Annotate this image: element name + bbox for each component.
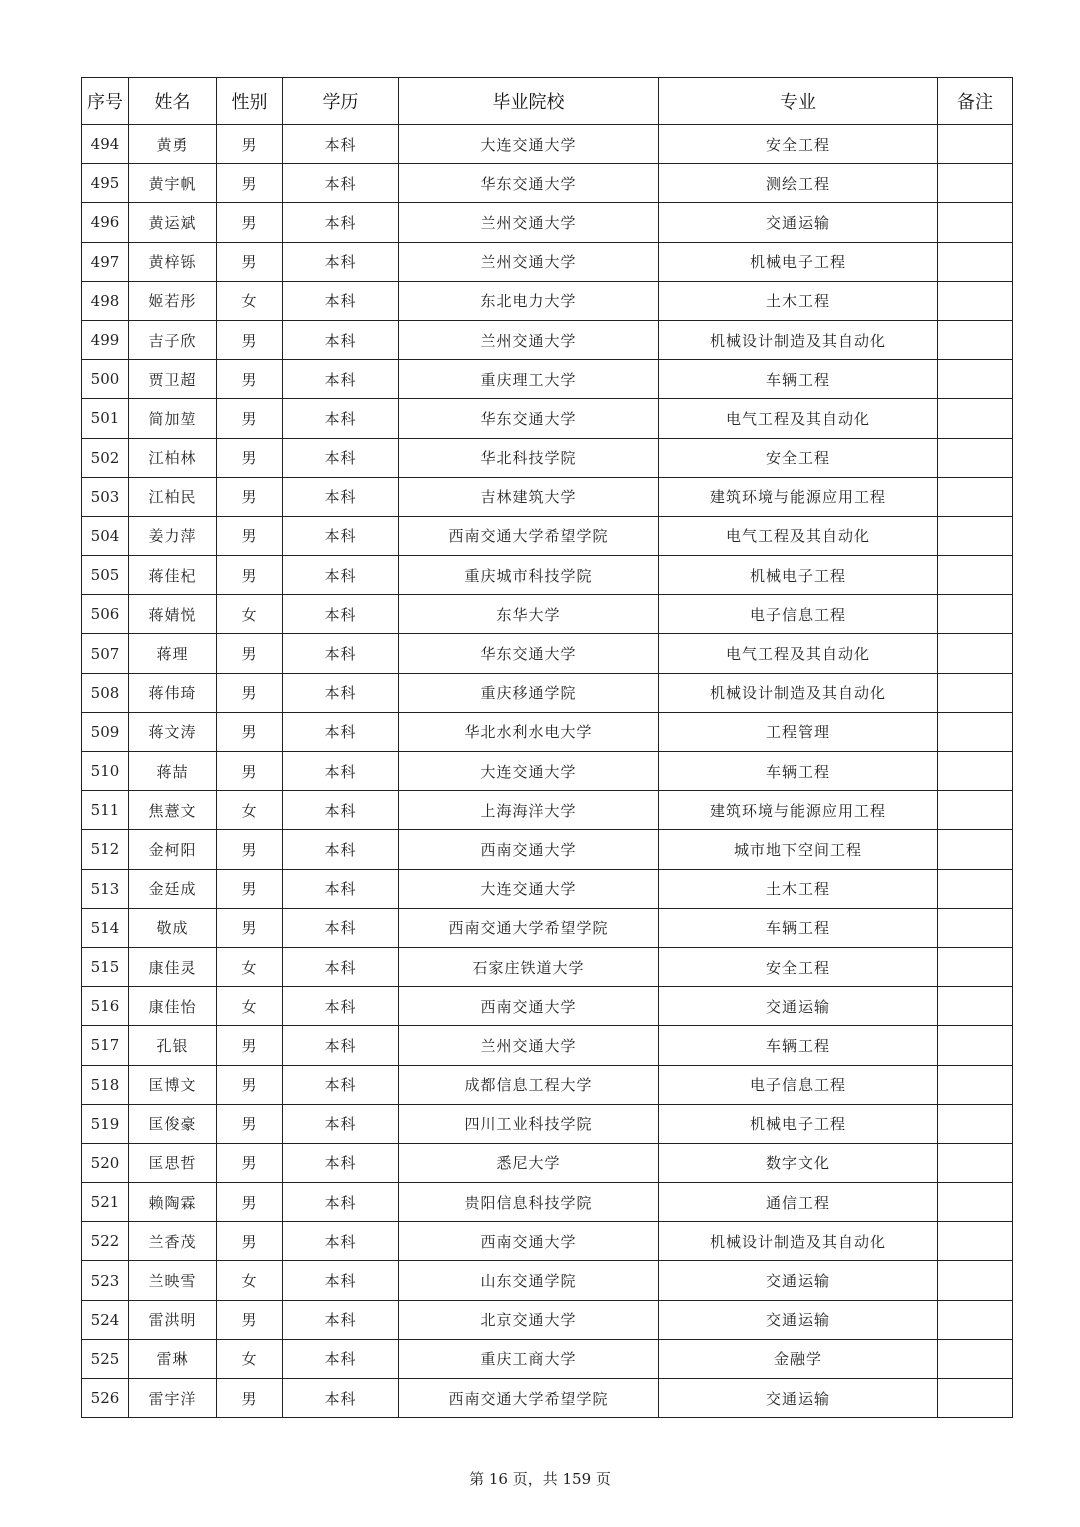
cell-remarks (938, 595, 1013, 634)
table-row (82, 360, 1013, 399)
cell-school: 北京交通大学 (399, 1300, 659, 1339)
cell-name: 赖陶霖 (129, 1183, 217, 1222)
cell-name: 敬成 (129, 908, 217, 947)
cell-school: 华北水利水电大学 (399, 712, 659, 751)
cell-major: 土木工程 (659, 281, 938, 320)
cell-remarks (938, 1222, 1013, 1261)
cell-name: 吉子欣 (129, 320, 217, 359)
cell-major: 车辆工程 (659, 1026, 938, 1065)
cell-degree: 本科 (283, 595, 399, 634)
cell-name: 匡博文 (129, 1065, 217, 1104)
cell-major: 电气工程及其自动化 (659, 634, 938, 673)
table-body (82, 125, 1013, 1418)
cell-name: 黄运斌 (129, 203, 217, 242)
cell-degree: 本科 (283, 125, 399, 164)
cell-gender: 男 (217, 752, 283, 791)
cell-degree: 本科 (283, 908, 399, 947)
cell-index: 512 (82, 830, 129, 869)
cell-gender: 男 (217, 869, 283, 908)
cell-name: 金柯阳 (129, 830, 217, 869)
cell-index: 501 (82, 399, 129, 438)
cell-degree: 本科 (283, 673, 399, 712)
table-row (82, 399, 1013, 438)
table-row (82, 634, 1013, 673)
table-row (82, 830, 1013, 869)
table-row (82, 1339, 1013, 1378)
cell-major: 安全工程 (659, 438, 938, 477)
cell-degree: 本科 (283, 1379, 399, 1418)
cell-index: 497 (82, 242, 129, 281)
cell-major: 机械电子工程 (659, 1104, 938, 1143)
cell-index: 521 (82, 1183, 129, 1222)
cell-remarks (938, 1183, 1013, 1222)
cell-gender: 男 (217, 1065, 283, 1104)
cell-remarks (938, 947, 1013, 986)
cell-name: 康佳怡 (129, 987, 217, 1026)
cell-name: 贾卫超 (129, 360, 217, 399)
cell-remarks (938, 791, 1013, 830)
cell-degree: 本科 (283, 1065, 399, 1104)
cell-index: 515 (82, 947, 129, 986)
cell-name: 康佳灵 (129, 947, 217, 986)
cell-gender: 男 (217, 634, 283, 673)
cell-name: 蒋婧悦 (129, 595, 217, 634)
cell-degree: 本科 (283, 791, 399, 830)
cell-degree: 本科 (283, 634, 399, 673)
cell-index: 494 (82, 125, 129, 164)
table-row (82, 869, 1013, 908)
cell-remarks (938, 869, 1013, 908)
table-row (82, 164, 1013, 203)
cell-remarks (938, 908, 1013, 947)
cell-index: 522 (82, 1222, 129, 1261)
cell-index: 520 (82, 1143, 129, 1182)
table-row (82, 438, 1013, 477)
cell-gender: 女 (217, 281, 283, 320)
cell-gender: 女 (217, 947, 283, 986)
cell-major: 安全工程 (659, 947, 938, 986)
cell-name: 雷琳 (129, 1339, 217, 1378)
cell-school: 大连交通大学 (399, 125, 659, 164)
cell-remarks (938, 830, 1013, 869)
cell-gender: 女 (217, 1339, 283, 1378)
cell-gender: 男 (217, 477, 283, 516)
cell-major: 车辆工程 (659, 908, 938, 947)
cell-remarks (938, 1026, 1013, 1065)
cell-index: 519 (82, 1104, 129, 1143)
cell-degree: 本科 (283, 242, 399, 281)
cell-name: 蒋佳杞 (129, 556, 217, 595)
cell-degree: 本科 (283, 869, 399, 908)
cell-degree: 本科 (283, 516, 399, 555)
cell-major: 电气工程及其自动化 (659, 516, 938, 555)
cell-remarks (938, 438, 1013, 477)
cell-school: 大连交通大学 (399, 752, 659, 791)
cell-index: 526 (82, 1379, 129, 1418)
cell-index: 495 (82, 164, 129, 203)
cell-name: 雷洪明 (129, 1300, 217, 1339)
cell-school: 大连交通大学 (399, 869, 659, 908)
cell-school: 重庆理工大学 (399, 360, 659, 399)
cell-index: 525 (82, 1339, 129, 1378)
cell-index: 524 (82, 1300, 129, 1339)
table-row (82, 1379, 1013, 1418)
cell-major: 电子信息工程 (659, 1065, 938, 1104)
cell-remarks (938, 1300, 1013, 1339)
table-row (82, 1183, 1013, 1222)
cell-name: 姜力萍 (129, 516, 217, 555)
cell-index: 510 (82, 752, 129, 791)
header-degree: 学历 (283, 78, 399, 125)
cell-school: 兰州交通大学 (399, 320, 659, 359)
cell-degree: 本科 (283, 1183, 399, 1222)
cell-degree: 本科 (283, 1026, 399, 1065)
cell-remarks (938, 1104, 1013, 1143)
cell-degree: 本科 (283, 438, 399, 477)
cell-index: 516 (82, 987, 129, 1026)
cell-name: 匡思哲 (129, 1143, 217, 1182)
cell-degree: 本科 (283, 947, 399, 986)
cell-gender: 男 (217, 1104, 283, 1143)
cell-name: 简加堃 (129, 399, 217, 438)
table-row (82, 242, 1013, 281)
cell-index: 513 (82, 869, 129, 908)
table-row (82, 516, 1013, 555)
cell-index: 496 (82, 203, 129, 242)
cell-gender: 男 (217, 1143, 283, 1182)
cell-school: 西南交通大学希望学院 (399, 1379, 659, 1418)
cell-remarks (938, 477, 1013, 516)
cell-gender: 男 (217, 556, 283, 595)
table-row (82, 1143, 1013, 1182)
cell-index: 523 (82, 1261, 129, 1300)
cell-remarks (938, 360, 1013, 399)
cell-school: 重庆移通学院 (399, 673, 659, 712)
cell-index: 500 (82, 360, 129, 399)
cell-school: 东北电力大学 (399, 281, 659, 320)
cell-gender: 女 (217, 987, 283, 1026)
cell-major: 电子信息工程 (659, 595, 938, 634)
cell-gender: 男 (217, 320, 283, 359)
cell-remarks (938, 203, 1013, 242)
cell-remarks (938, 634, 1013, 673)
cell-gender: 男 (217, 908, 283, 947)
table-row (82, 125, 1013, 164)
header-major: 专业 (659, 78, 938, 125)
cell-index: 504 (82, 516, 129, 555)
cell-name: 江柏林 (129, 438, 217, 477)
cell-degree: 本科 (283, 1300, 399, 1339)
cell-remarks (938, 1339, 1013, 1378)
cell-gender: 男 (217, 1222, 283, 1261)
cell-school: 兰州交通大学 (399, 242, 659, 281)
cell-gender: 男 (217, 673, 283, 712)
cell-gender: 男 (217, 1379, 283, 1418)
cell-school: 成都信息工程大学 (399, 1065, 659, 1104)
cell-school: 华北科技学院 (399, 438, 659, 477)
cell-degree: 本科 (283, 752, 399, 791)
cell-gender: 男 (217, 399, 283, 438)
cell-school: 石家庄铁道大学 (399, 947, 659, 986)
table-row (82, 1104, 1013, 1143)
cell-gender: 男 (217, 1300, 283, 1339)
cell-major: 车辆工程 (659, 752, 938, 791)
cell-gender: 男 (217, 203, 283, 242)
cell-degree: 本科 (283, 1143, 399, 1182)
cell-degree: 本科 (283, 987, 399, 1026)
cell-remarks (938, 1143, 1013, 1182)
cell-degree: 本科 (283, 712, 399, 751)
cell-major: 车辆工程 (659, 360, 938, 399)
cell-index: 505 (82, 556, 129, 595)
roster-table (81, 77, 1013, 1418)
cell-index: 502 (82, 438, 129, 477)
cell-index: 498 (82, 281, 129, 320)
cell-gender: 男 (217, 438, 283, 477)
cell-name: 金廷成 (129, 869, 217, 908)
cell-school: 悉尼大学 (399, 1143, 659, 1182)
cell-remarks (938, 164, 1013, 203)
cell-school: 重庆工商大学 (399, 1339, 659, 1378)
cell-name: 蒋喆 (129, 752, 217, 791)
cell-school: 山东交通学院 (399, 1261, 659, 1300)
cell-remarks (938, 752, 1013, 791)
cell-remarks (938, 556, 1013, 595)
cell-index: 514 (82, 908, 129, 947)
header-school: 毕业院校 (399, 78, 659, 125)
cell-gender: 男 (217, 125, 283, 164)
cell-major: 机械设计制造及其自动化 (659, 320, 938, 359)
cell-degree: 本科 (283, 477, 399, 516)
cell-gender: 男 (217, 1183, 283, 1222)
cell-school: 华东交通大学 (399, 399, 659, 438)
table-row (82, 1300, 1013, 1339)
table-row (82, 752, 1013, 791)
table-row (82, 1026, 1013, 1065)
cell-gender: 男 (217, 164, 283, 203)
cell-index: 511 (82, 791, 129, 830)
cell-school: 吉林建筑大学 (399, 477, 659, 516)
cell-remarks (938, 1261, 1013, 1300)
cell-index: 509 (82, 712, 129, 751)
cell-degree: 本科 (283, 1222, 399, 1261)
cell-gender: 男 (217, 712, 283, 751)
cell-gender: 男 (217, 360, 283, 399)
cell-major: 交通运输 (659, 987, 938, 1026)
table-row (82, 556, 1013, 595)
cell-degree: 本科 (283, 203, 399, 242)
cell-major: 交通运输 (659, 1379, 938, 1418)
cell-school: 华东交通大学 (399, 634, 659, 673)
table-row (82, 673, 1013, 712)
cell-major: 城市地下空间工程 (659, 830, 938, 869)
cell-name: 江柏民 (129, 477, 217, 516)
header-gender: 性别 (217, 78, 283, 125)
cell-major: 机械设计制造及其自动化 (659, 1222, 938, 1261)
cell-name: 黄勇 (129, 125, 217, 164)
cell-remarks (938, 242, 1013, 281)
header-index: 序号 (82, 78, 129, 125)
table-row (82, 947, 1013, 986)
cell-major: 测绘工程 (659, 164, 938, 203)
cell-name: 焦薏文 (129, 791, 217, 830)
cell-remarks (938, 987, 1013, 1026)
cell-index: 499 (82, 320, 129, 359)
cell-index: 507 (82, 634, 129, 673)
cell-name: 兰香茂 (129, 1222, 217, 1261)
cell-name: 雷宇洋 (129, 1379, 217, 1418)
cell-index: 503 (82, 477, 129, 516)
cell-degree: 本科 (283, 830, 399, 869)
table-row (82, 595, 1013, 634)
cell-school: 兰州交通大学 (399, 1026, 659, 1065)
page-footer: 第 16 页，共 159 页 (469, 1470, 611, 1488)
table-row (82, 477, 1013, 516)
table-row (82, 712, 1013, 751)
cell-major: 机械设计制造及其自动化 (659, 673, 938, 712)
cell-degree: 本科 (283, 556, 399, 595)
cell-degree: 本科 (283, 164, 399, 203)
header-remarks: 备注 (938, 78, 1013, 125)
cell-major: 安全工程 (659, 125, 938, 164)
cell-school: 华东交通大学 (399, 164, 659, 203)
cell-major: 电气工程及其自动化 (659, 399, 938, 438)
cell-remarks (938, 516, 1013, 555)
table-row (82, 1065, 1013, 1104)
cell-name: 黄梓铄 (129, 242, 217, 281)
cell-remarks (938, 399, 1013, 438)
cell-major: 金融学 (659, 1339, 938, 1378)
table-row (82, 987, 1013, 1026)
table-row (82, 1261, 1013, 1300)
table-header-row (82, 78, 1013, 125)
header-name: 姓名 (129, 78, 217, 125)
table-row (82, 320, 1013, 359)
cell-major: 建筑环境与能源应用工程 (659, 477, 938, 516)
cell-major: 交通运输 (659, 1261, 938, 1300)
cell-gender: 女 (217, 791, 283, 830)
cell-school: 西南交通大学 (399, 1222, 659, 1261)
cell-remarks (938, 281, 1013, 320)
cell-degree: 本科 (283, 360, 399, 399)
cell-major: 通信工程 (659, 1183, 938, 1222)
cell-school: 西南交通大学希望学院 (399, 516, 659, 555)
cell-school: 重庆城市科技学院 (399, 556, 659, 595)
cell-school: 西南交通大学 (399, 987, 659, 1026)
cell-major: 建筑环境与能源应用工程 (659, 791, 938, 830)
table-row (82, 908, 1013, 947)
cell-index: 517 (82, 1026, 129, 1065)
cell-major: 土木工程 (659, 869, 938, 908)
cell-school: 贵阳信息科技学院 (399, 1183, 659, 1222)
cell-remarks (938, 320, 1013, 359)
cell-degree: 本科 (283, 399, 399, 438)
cell-school: 上海海洋大学 (399, 791, 659, 830)
table-row (82, 281, 1013, 320)
cell-major: 工程管理 (659, 712, 938, 751)
table-row (82, 203, 1013, 242)
cell-gender: 男 (217, 830, 283, 869)
cell-major: 交通运输 (659, 203, 938, 242)
cell-name: 蒋伟琦 (129, 673, 217, 712)
cell-remarks (938, 1379, 1013, 1418)
cell-name: 姬若彤 (129, 281, 217, 320)
cell-remarks (938, 125, 1013, 164)
cell-name: 兰映雪 (129, 1261, 217, 1300)
cell-gender: 男 (217, 1026, 283, 1065)
cell-school: 东华大学 (399, 595, 659, 634)
cell-remarks (938, 1065, 1013, 1104)
cell-gender: 女 (217, 595, 283, 634)
cell-school: 西南交通大学希望学院 (399, 908, 659, 947)
cell-major: 机械电子工程 (659, 242, 938, 281)
cell-school: 兰州交通大学 (399, 203, 659, 242)
table-row (82, 791, 1013, 830)
cell-major: 交通运输 (659, 1300, 938, 1339)
cell-index: 508 (82, 673, 129, 712)
cell-remarks (938, 712, 1013, 751)
cell-index: 518 (82, 1065, 129, 1104)
cell-school: 四川工业科技学院 (399, 1104, 659, 1143)
cell-name: 匡俊豪 (129, 1104, 217, 1143)
cell-gender: 女 (217, 1261, 283, 1300)
cell-degree: 本科 (283, 1339, 399, 1378)
cell-gender: 男 (217, 242, 283, 281)
cell-gender: 男 (217, 516, 283, 555)
cell-index: 506 (82, 595, 129, 634)
cell-remarks (938, 673, 1013, 712)
cell-degree: 本科 (283, 281, 399, 320)
cell-name: 孔银 (129, 1026, 217, 1065)
cell-degree: 本科 (283, 1261, 399, 1300)
cell-degree: 本科 (283, 320, 399, 359)
cell-degree: 本科 (283, 1104, 399, 1143)
cell-major: 机械电子工程 (659, 556, 938, 595)
cell-major: 数字文化 (659, 1143, 938, 1182)
cell-name: 蒋文涛 (129, 712, 217, 751)
cell-name: 蒋理 (129, 634, 217, 673)
table-row (82, 1222, 1013, 1261)
cell-school: 西南交通大学 (399, 830, 659, 869)
cell-name: 黄宇帆 (129, 164, 217, 203)
